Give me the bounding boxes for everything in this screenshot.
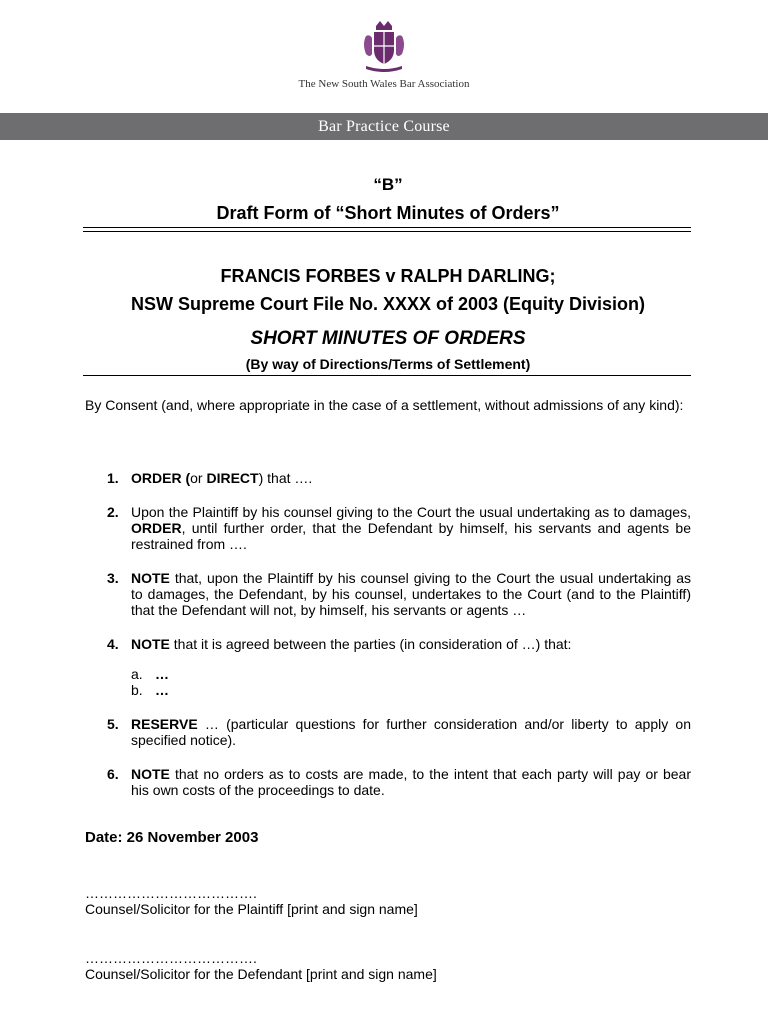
order-item <box>85 470 691 486</box>
order-keyword: ORDER ( <box>131 470 191 486</box>
order-number: 5. <box>107 716 119 732</box>
order-number: 4. <box>107 636 119 652</box>
bar-association-crest-icon <box>356 18 412 74</box>
order-text: that it is agreed between the parties (in consideration of …) that: <box>169 636 572 652</box>
single-divider <box>83 375 691 376</box>
plaintiff-signature-block <box>85 885 691 917</box>
order-item <box>85 504 691 552</box>
order-number: 6. <box>107 766 119 782</box>
sub-list <box>131 666 691 698</box>
signature-label: Counsel/Solicitor for the Plaintiff [print and sign name] <box>85 901 418 917</box>
draft-title: Draft Form of “Short Minutes of Orders” <box>216 203 560 223</box>
signature-line: ………………………………. <box>85 950 257 966</box>
minutes-title: SHORT MINUTES OF ORDERS <box>250 328 526 349</box>
order-text: that, upon the Plaintiff by his counsel giving to the Court the usual undertaking as to damages, the Defendant, by his counsel, undertakes to the Court (and to the Plaintiff) that the Defendant will not, by himself, his servants or agents … <box>131 570 691 618</box>
orders-list <box>85 470 691 816</box>
order-text: ) that …. <box>258 470 313 486</box>
sub-item-letter: b. <box>131 682 143 698</box>
sub-item-text: … <box>155 682 169 698</box>
order-keyword: RESERVE <box>131 716 198 732</box>
order-number: 1. <box>107 470 119 486</box>
case-title <box>85 262 691 318</box>
header-logo <box>0 18 768 104</box>
order-text: that no orders as to costs are made, to the intent that each party will pay or bear his own costs of the proceedings to date. <box>131 766 691 798</box>
order-number: 2. <box>107 504 119 520</box>
case-parties: FRANCIS FORBES v RALPH DARLING; <box>220 266 556 286</box>
sub-item <box>131 682 691 698</box>
order-number: 3. <box>107 570 119 586</box>
course-banner <box>0 113 768 140</box>
order-keyword: ORDER <box>131 520 182 536</box>
case-file-number: NSW Supreme Court File No. XXXX of 2003 (Equity Division) <box>130 294 646 314</box>
sub-item-text: … <box>155 666 169 682</box>
order-item <box>85 716 691 748</box>
order-date: Date: 26 November 2003 <box>85 829 259 846</box>
sub-item-letter: a. <box>131 666 143 682</box>
annexure-label: “B” <box>373 175 403 194</box>
order-item <box>85 636 691 698</box>
order-text: or <box>190 470 207 486</box>
order-keyword: NOTE <box>131 570 170 586</box>
signature-label: Counsel/Solicitor for the Defendant [print and sign name] <box>85 966 437 982</box>
order-keyword: NOTE <box>131 636 170 652</box>
order-item <box>85 766 691 798</box>
signature-line: ………………………………. <box>85 885 257 901</box>
double-divider <box>83 227 691 232</box>
organisation-name: The New South Wales Bar Association <box>298 78 470 90</box>
minutes-subtitle: (By way of Directions/Terms of Settlement) <box>245 356 531 372</box>
banner-title: Bar Practice Course <box>318 117 450 135</box>
order-keyword: DIRECT <box>206 470 259 486</box>
consent-intro: By Consent (and, where appropriate in the case of a settlement, without admissions of any kind): <box>85 397 684 413</box>
sub-item <box>131 666 691 682</box>
order-text: … (particular questions for further consideration and/or liberty to apply on specified notice). <box>131 716 691 748</box>
order-text: Upon the Plaintiff by his counsel giving to the Court the usual undertaking as to damages, <box>131 504 691 520</box>
defendant-signature-block <box>85 950 691 982</box>
order-item <box>85 570 691 618</box>
order-text: , until further order, that the Defendant by himself, his servants and agents be restrained from …. <box>131 520 691 552</box>
order-keyword: NOTE <box>131 766 170 782</box>
